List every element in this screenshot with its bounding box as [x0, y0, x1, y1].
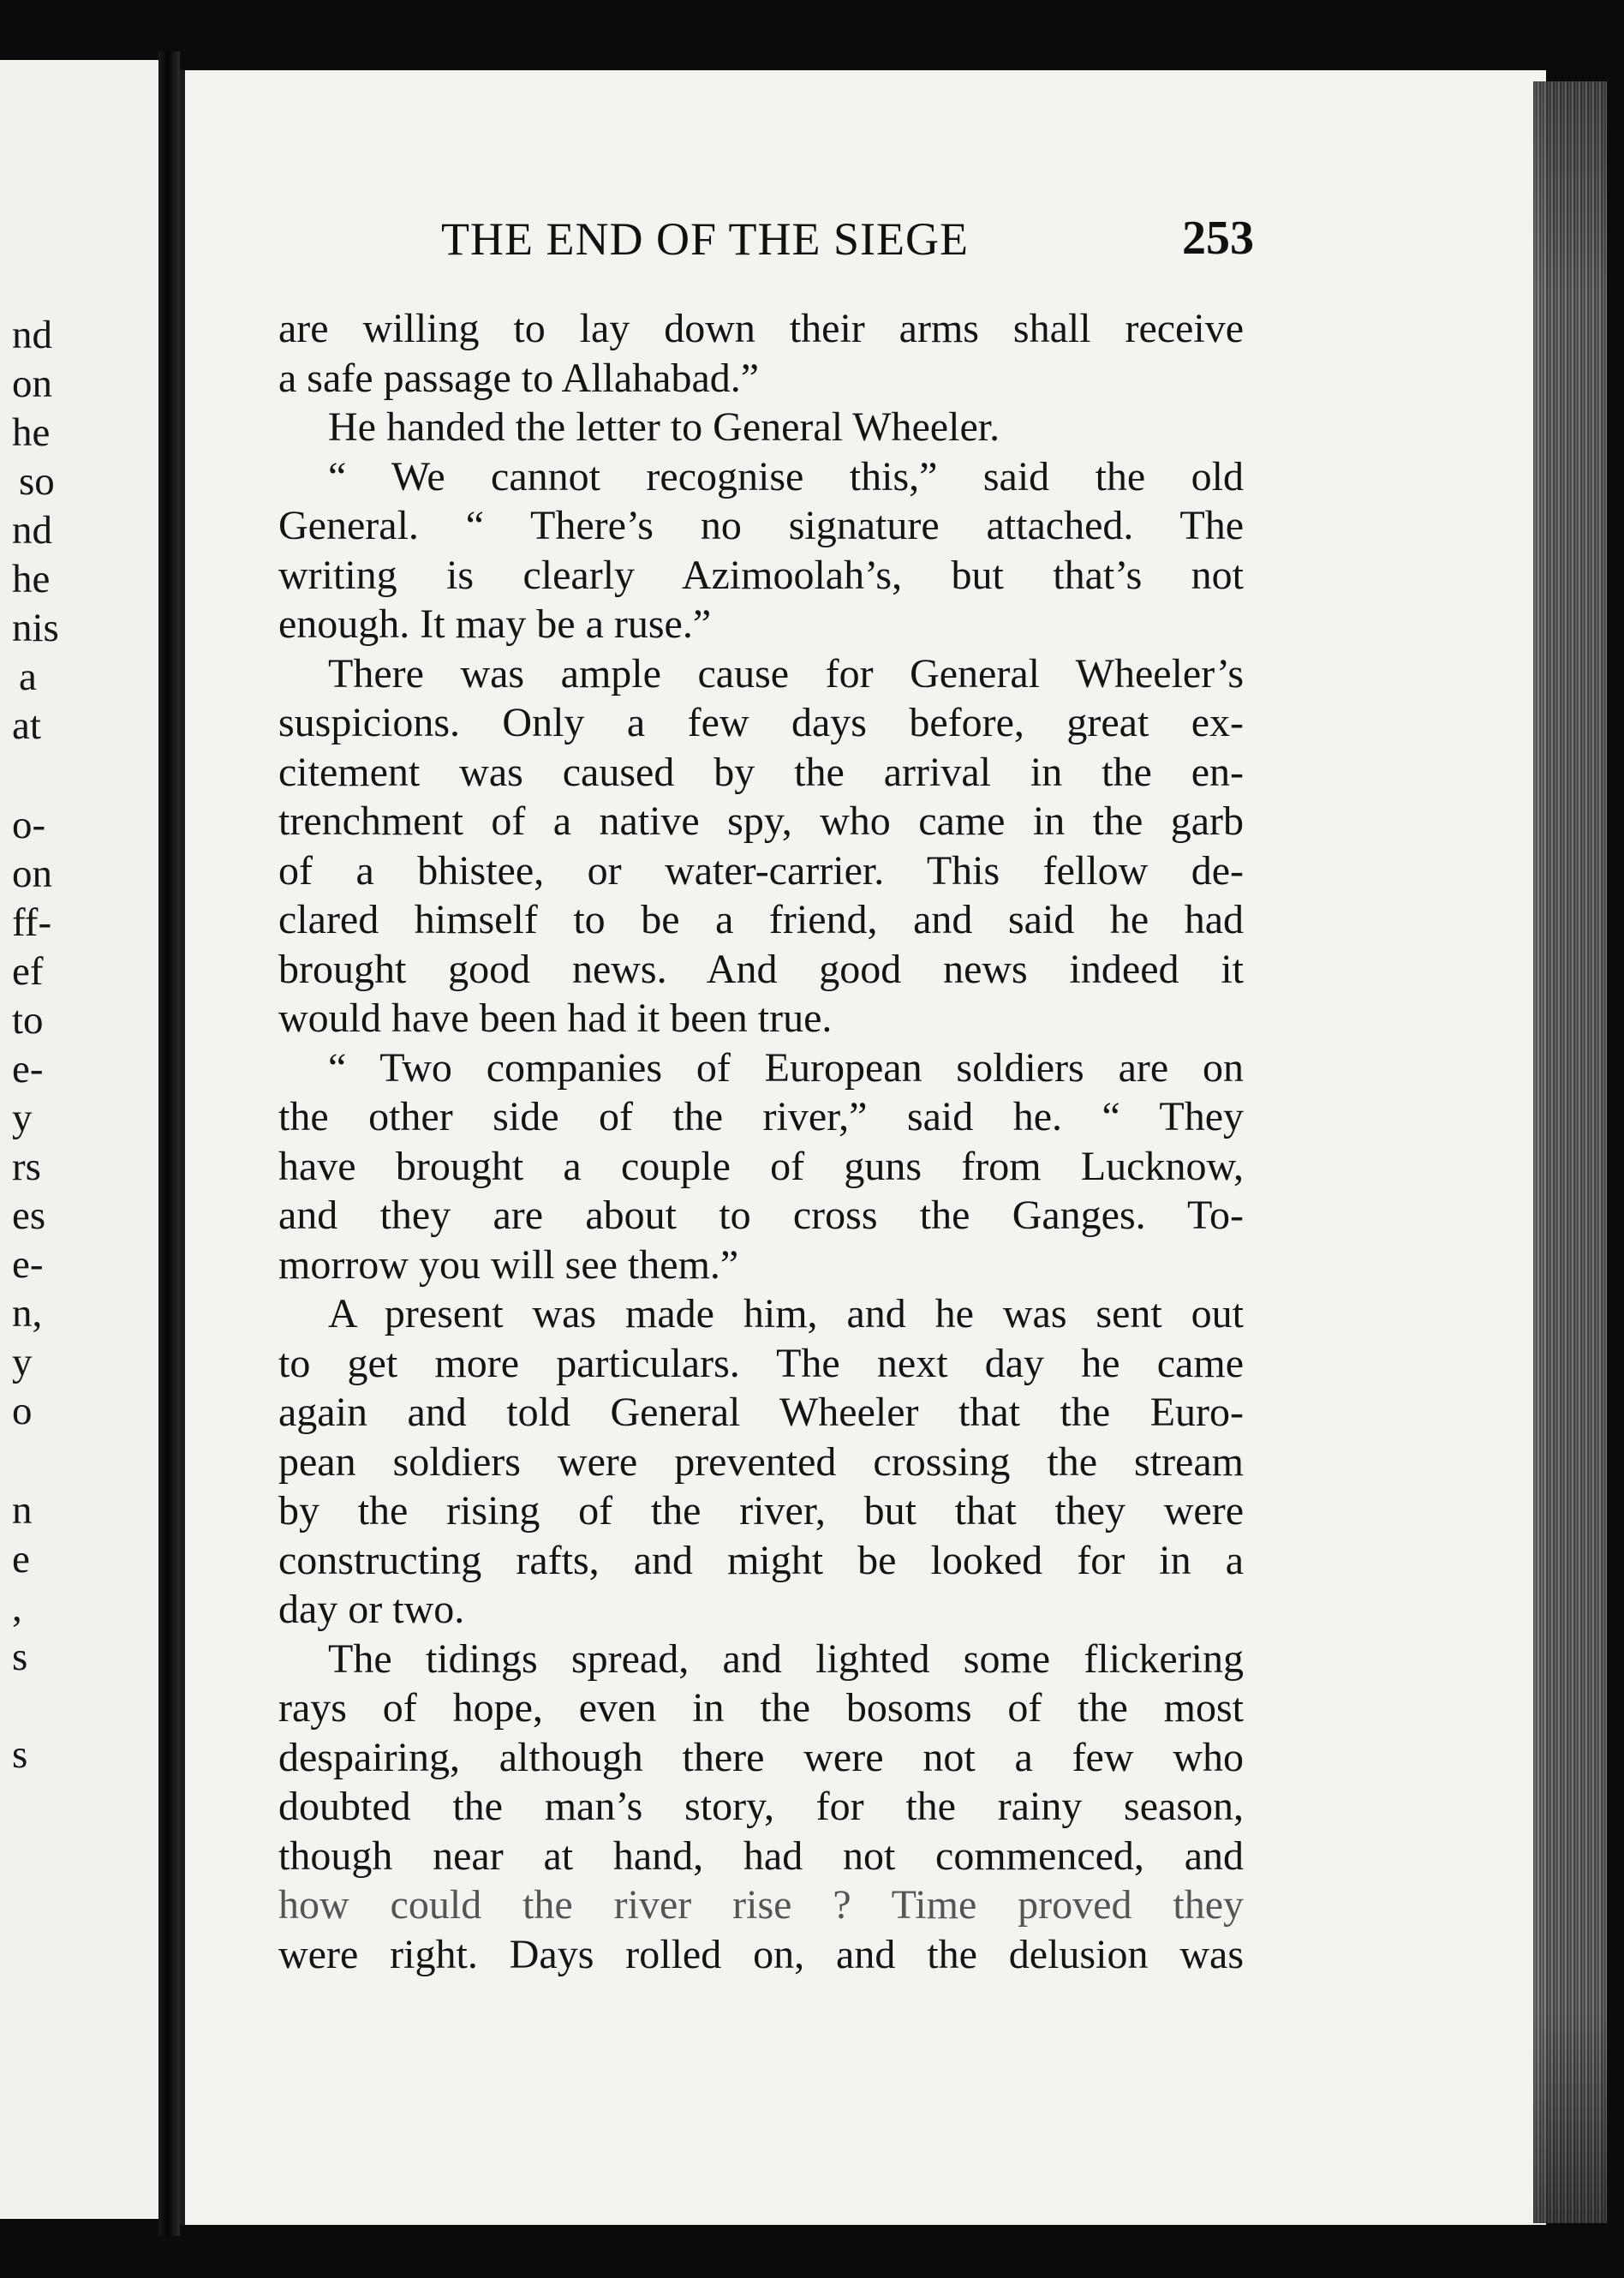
- text-line: morrow you will see them.”: [278, 1241, 739, 1288]
- left-fragment: to: [12, 998, 44, 1043]
- left-fragment: nd: [12, 313, 52, 357]
- left-fragment: so: [19, 459, 55, 504]
- text-line: “ Two companies of European soldiers are on: [328, 1044, 1244, 1091]
- text-line: suspicions. Only a few days before, great ex-: [278, 700, 1244, 745]
- text-line: how could the river rise ? Time proved they: [278, 1882, 1244, 1928]
- text-line: doubted the man’s story, for the rainy season,: [278, 1784, 1244, 1829]
- left-fragment: on: [12, 852, 52, 896]
- page-stack-edge: [1533, 81, 1607, 2223]
- text-line: rays of hope, even in the bosoms of the most: [278, 1685, 1244, 1731]
- page-number: 253: [1182, 212, 1254, 265]
- body-text: [278, 304, 1244, 1979]
- text-line: “ We cannot recognise this,” said the old: [328, 453, 1244, 499]
- left-fragment: nis: [12, 606, 59, 650]
- text-line: He handed the letter to General Wheeler.: [328, 404, 1000, 450]
- text-line: would have been had it been true.: [278, 996, 833, 1041]
- left-fragment: ff-: [12, 900, 52, 945]
- text-line: a safe passage to Allahabad.”: [278, 355, 760, 401]
- text-line: The tidings spread, and lighted some flickering: [328, 1635, 1244, 1682]
- text-line: A present was made him, and he was sent out: [328, 1291, 1244, 1336]
- text-line: There was ample cause for General Wheeler’s: [328, 650, 1244, 697]
- left-fragment: he: [12, 410, 51, 455]
- text-line: the other side of the river,” said he. “ They: [278, 1094, 1244, 1139]
- text-line: day or two.: [278, 1587, 465, 1632]
- left-fragment: a: [19, 655, 37, 699]
- text-line: by the rising of the river, but that they were: [278, 1488, 1244, 1534]
- book-gutter: [158, 51, 180, 2236]
- text-line: trenchment of a native spy, who came in the garb: [278, 798, 1244, 844]
- left-fragment: y: [12, 1340, 33, 1384]
- text-line: citement was caused by the arrival in the en-: [278, 749, 1244, 795]
- text-line: to get more particulars. The next day he came: [278, 1340, 1244, 1386]
- text-line: pean soldiers were prevented crossing the stream: [278, 1438, 1244, 1485]
- left-fragment: e-: [12, 1242, 44, 1287]
- left-fragment: nd: [12, 508, 52, 553]
- text-line: General. “ There’s no signature attached. The: [278, 503, 1244, 548]
- left-fragment: rs: [12, 1145, 41, 1189]
- left-fragment: y: [12, 1096, 33, 1140]
- text-line: and they are about to cross the Ganges. To-: [278, 1193, 1244, 1238]
- text-line: enough. It may be a ruse.”: [278, 601, 712, 647]
- text-line: though near at hand, had not commenced, and: [278, 1833, 1244, 1879]
- left-fragment: on: [12, 362, 52, 406]
- text-line: brought good news. And good news indeed it: [278, 946, 1244, 992]
- left-fragment: he: [12, 557, 51, 601]
- running-header-title: THE END OF THE SIEGE: [441, 213, 969, 265]
- left-fragment: ef: [12, 949, 44, 994]
- text-line: are willing to lay down their arms shall receive: [278, 306, 1244, 351]
- left-page: [0, 60, 158, 2219]
- left-fragment: o: [12, 1389, 33, 1433]
- left-fragment: o-: [12, 803, 46, 847]
- left-fragment: ,: [12, 1586, 22, 1630]
- left-fragment: es: [12, 1193, 46, 1238]
- text-line: constructing rafts, and might be looked for in a: [278, 1537, 1244, 1583]
- text-line: clared himself to be a friend, and said he had: [278, 897, 1244, 942]
- left-fragment: n: [12, 1488, 33, 1533]
- text-line: despairing, although there were not a few who: [278, 1734, 1244, 1780]
- text-line: of a bhistee, or water-carrier. This fellow de-: [278, 847, 1244, 894]
- text-line: have brought a couple of guns from Lucknow,: [278, 1143, 1244, 1189]
- left-fragment: e: [12, 1537, 30, 1581]
- text-line: were right. Days rolled on, and the delusion was: [278, 1931, 1244, 1977]
- text-line: again and told General Wheeler that the Euro-: [278, 1390, 1244, 1435]
- left-fragment: e-: [12, 1047, 44, 1091]
- text-line: writing is clearly Azimoolah’s, but that’s not: [278, 552, 1244, 598]
- left-fragment: at: [12, 703, 41, 748]
- left-fragment: n,: [12, 1291, 43, 1336]
- left-fragment: s: [12, 1635, 28, 1679]
- left-fragment: s: [12, 1732, 28, 1777]
